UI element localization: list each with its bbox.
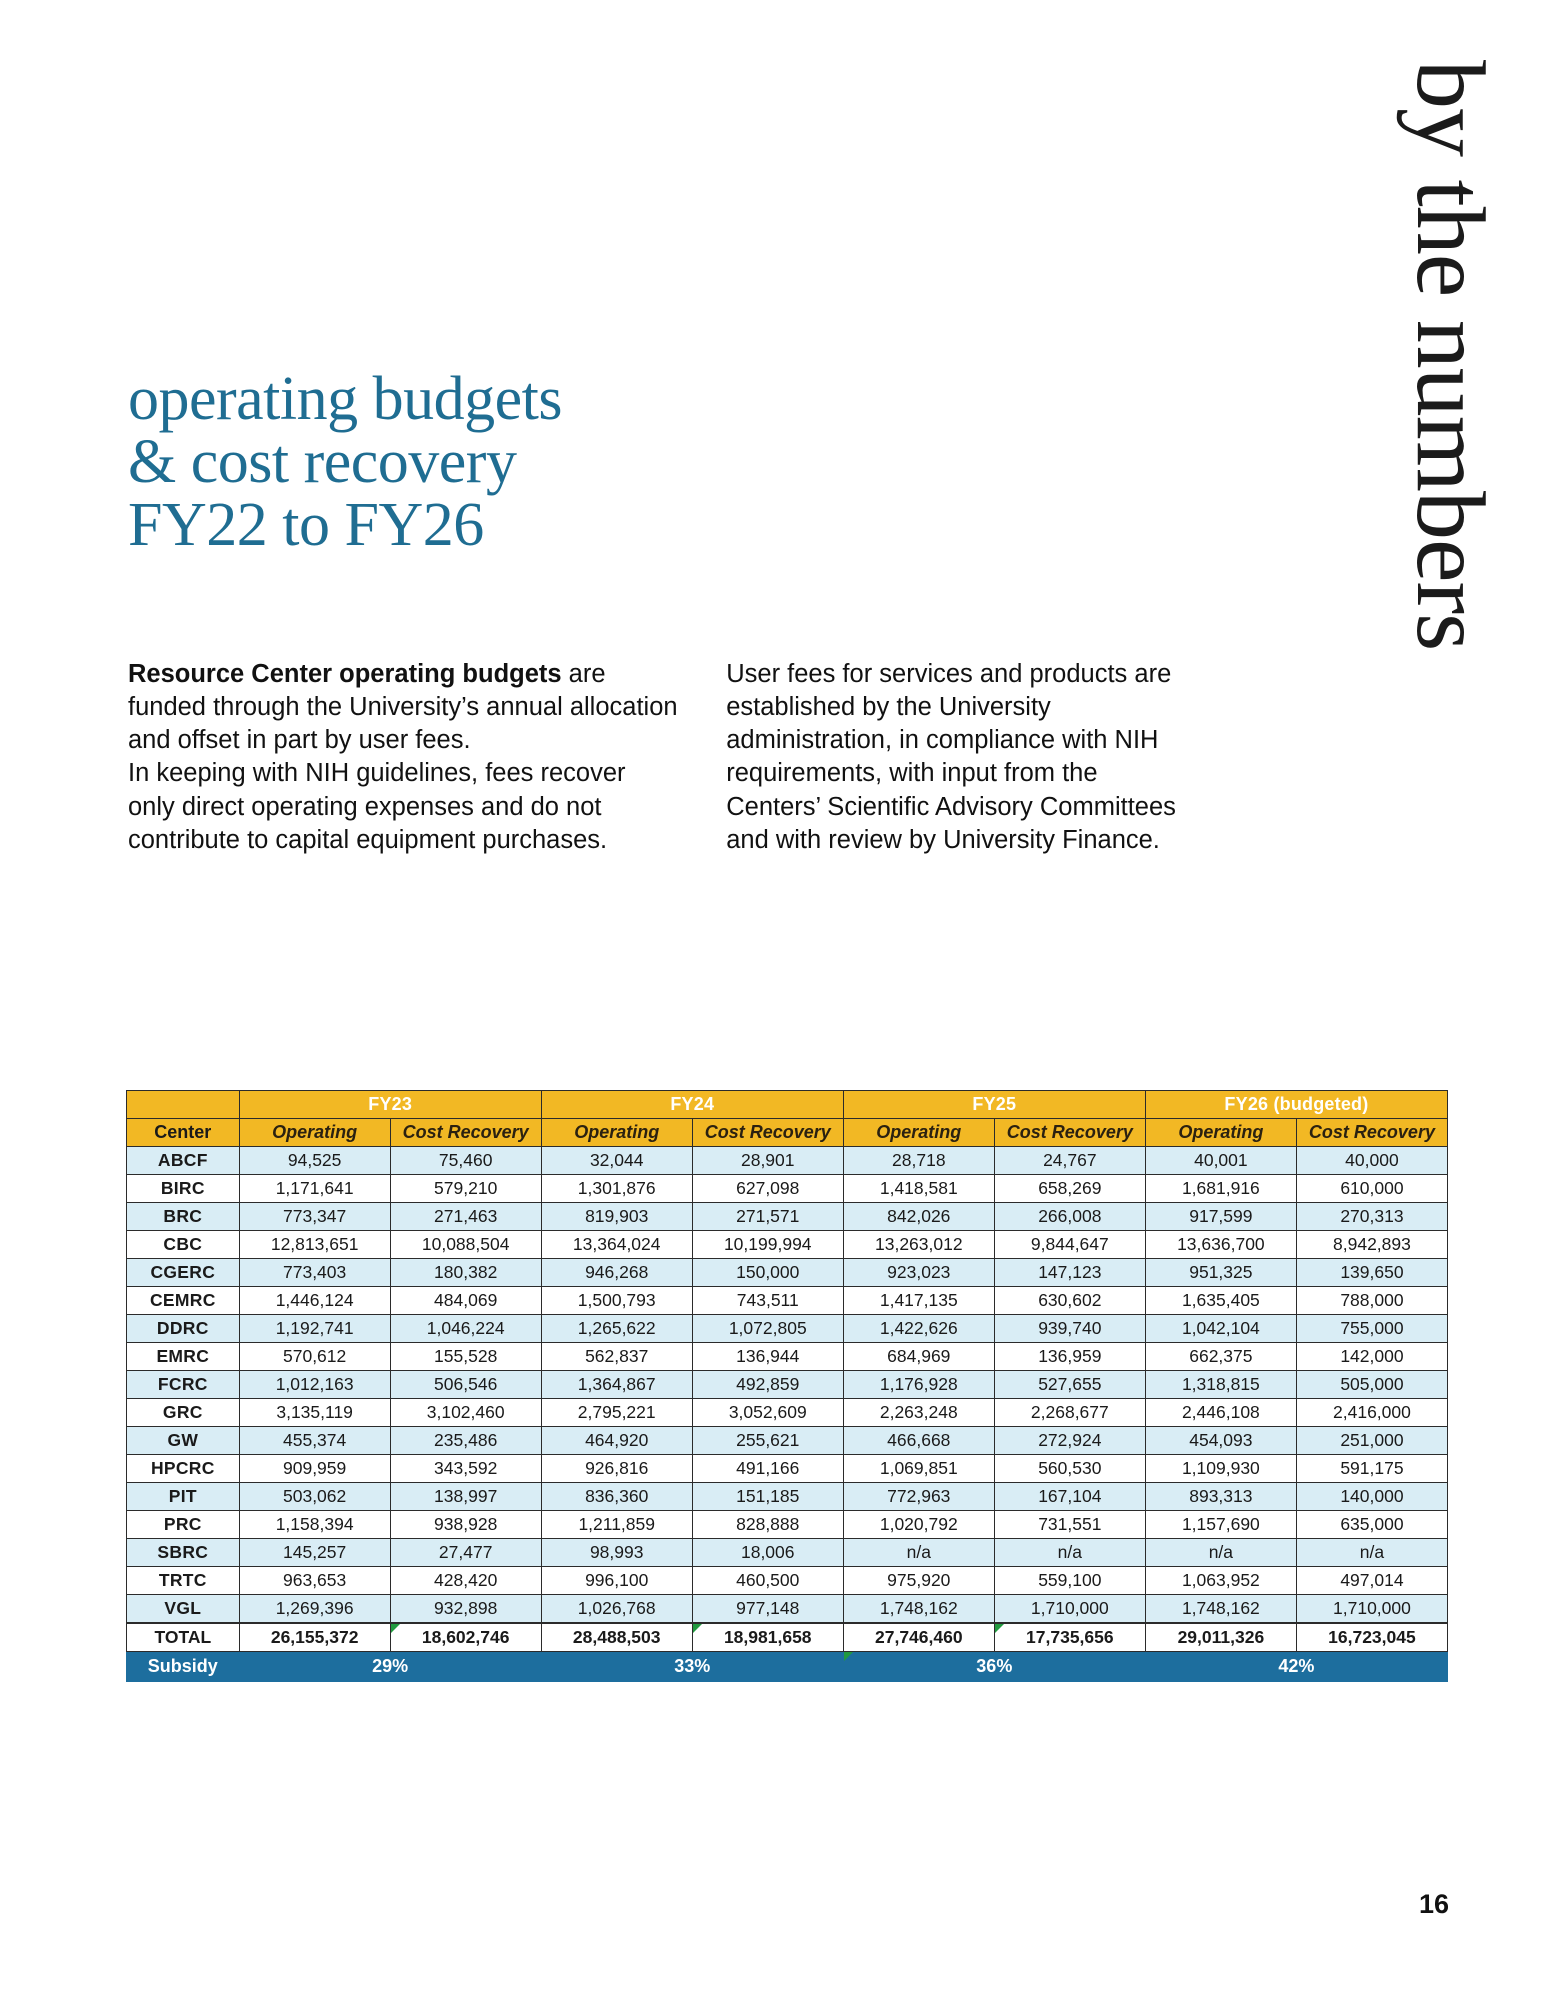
- page-title: [128, 365, 768, 560]
- cell-value: 772,963: [843, 1483, 994, 1511]
- cell-value: 1,364,867: [541, 1371, 692, 1399]
- cell-value: 1,681,916: [1145, 1175, 1296, 1203]
- cell-value: 18,006: [692, 1539, 843, 1567]
- cell-value: 492,859: [692, 1371, 843, 1399]
- table-row: [127, 1595, 1448, 1624]
- body-lead-bold: Resource Center operating budgets: [128, 660, 562, 688]
- cell-total-value: 17,735,656: [994, 1623, 1145, 1652]
- cell-value: 917,599: [1145, 1203, 1296, 1231]
- cell-value: 684,969: [843, 1343, 994, 1371]
- cell-value: 658,269: [994, 1175, 1145, 1203]
- table-subsidy-row: [127, 1652, 1448, 1682]
- cell-center-name: GW: [127, 1427, 240, 1455]
- cell-value: 1,318,815: [1145, 1371, 1296, 1399]
- cell-value: 1,748,162: [843, 1595, 994, 1624]
- cell-total-value: 28,488,503: [541, 1623, 692, 1652]
- body-column-right: [726, 658, 1188, 857]
- column-header-center: Center: [127, 1119, 240, 1147]
- body-text: [128, 658, 1188, 857]
- cell-value: 10,199,994: [692, 1231, 843, 1259]
- cell-value: n/a: [1296, 1539, 1447, 1567]
- cell-value: 180,382: [390, 1259, 541, 1287]
- cell-total-value: 18,981,658: [692, 1623, 843, 1652]
- column-header-fy25-cost-recovery: Cost Recovery: [994, 1119, 1145, 1147]
- table-row: [127, 1343, 1448, 1371]
- cell-value: 497,014: [1296, 1567, 1447, 1595]
- cell-value: 938,928: [390, 1511, 541, 1539]
- cell-value: 527,655: [994, 1371, 1145, 1399]
- cell-value: 977,148: [692, 1595, 843, 1624]
- cell-value: 560,530: [994, 1455, 1145, 1483]
- cell-value: 1,042,104: [1145, 1315, 1296, 1343]
- cell-value: 255,621: [692, 1427, 843, 1455]
- table-row: [127, 1231, 1448, 1259]
- cell-value: 975,920: [843, 1567, 994, 1595]
- table-total-row: [127, 1623, 1448, 1652]
- cell-value: 570,612: [239, 1343, 390, 1371]
- cell-center-name: PRC: [127, 1511, 240, 1539]
- cell-value: 272,924: [994, 1427, 1145, 1455]
- budget-table: [126, 1090, 1448, 1682]
- cell-subsidy-value: 36%: [843, 1652, 1145, 1682]
- cell-value: 28,718: [843, 1147, 994, 1175]
- group-header-blank: [127, 1091, 240, 1119]
- cell-value: 3,052,609: [692, 1399, 843, 1427]
- table-row: [127, 1539, 1448, 1567]
- table-row: [127, 1287, 1448, 1315]
- cell-value: 506,546: [390, 1371, 541, 1399]
- cell-value: 1,265,622: [541, 1315, 692, 1343]
- table-row: [127, 1567, 1448, 1595]
- cell-center-name: EMRC: [127, 1343, 240, 1371]
- cell-subsidy-value: 33%: [541, 1652, 843, 1682]
- table-body: [127, 1147, 1448, 1682]
- cell-center-name: CEMRC: [127, 1287, 240, 1315]
- table-row: [127, 1455, 1448, 1483]
- cell-value: 466,668: [843, 1427, 994, 1455]
- table-row: [127, 1315, 1448, 1343]
- title-line-3: FY22 to FY26: [128, 491, 484, 560]
- cell-value: 460,500: [692, 1567, 843, 1595]
- cell-value: 136,959: [994, 1343, 1145, 1371]
- body-paragraph-3: User fees for services and products are established by the University administration, in compliance with NIH requirements, with input from the Centers’ Scientific Advisory Committees and with review by University Finance.: [726, 660, 1176, 854]
- table-row: [127, 1511, 1448, 1539]
- cell-value: 1,710,000: [994, 1595, 1145, 1624]
- cell-value: 27,477: [390, 1539, 541, 1567]
- cell-value: 1,417,135: [843, 1287, 994, 1315]
- cell-total-value: 16,723,045: [1296, 1623, 1447, 1652]
- cell-value: 842,026: [843, 1203, 994, 1231]
- cell-value: 1,020,792: [843, 1511, 994, 1539]
- table-row: [127, 1147, 1448, 1175]
- cell-value: 926,816: [541, 1455, 692, 1483]
- column-header-fy26-cost-recovery: Cost Recovery: [1296, 1119, 1447, 1147]
- cell-center-name: BRC: [127, 1203, 240, 1231]
- group-header-fy26: FY26 (budgeted): [1145, 1091, 1447, 1119]
- cell-value: 491,166: [692, 1455, 843, 1483]
- cell-value: 630,602: [994, 1287, 1145, 1315]
- cell-value: 828,888: [692, 1511, 843, 1539]
- side-heading-text: by the numbers: [1396, 60, 1504, 651]
- cell-value: 939,740: [994, 1315, 1145, 1343]
- cell-value: 773,347: [239, 1203, 390, 1231]
- body-paragraph-1: [128, 658, 678, 757]
- table-subheader-row: [127, 1119, 1448, 1147]
- cell-value: 140,000: [1296, 1483, 1447, 1511]
- cell-value: 951,325: [1145, 1259, 1296, 1287]
- cell-value: 1,012,163: [239, 1371, 390, 1399]
- cell-value: 428,420: [390, 1567, 541, 1595]
- cell-value: 1,446,124: [239, 1287, 390, 1315]
- cell-value: 1,109,930: [1145, 1455, 1296, 1483]
- cell-center-name: SBRC: [127, 1539, 240, 1567]
- cell-center-name: TRTC: [127, 1567, 240, 1595]
- body-paragraph-2: In keeping with NIH guidelines, fees recover only direct operating expenses and do not contribute to capital equipment purchases.: [128, 759, 626, 854]
- cell-value: 591,175: [1296, 1455, 1447, 1483]
- title-line-1: operating budgets: [128, 365, 563, 433]
- cell-value: 1,158,394: [239, 1511, 390, 1539]
- cell-value: 1,069,851: [843, 1455, 994, 1483]
- cell-center-name: BIRC: [127, 1175, 240, 1203]
- table-row: [127, 1203, 1448, 1231]
- cell-value: 40,001: [1145, 1147, 1296, 1175]
- cell-value: 94,525: [239, 1147, 390, 1175]
- cell-value: 13,364,024: [541, 1231, 692, 1259]
- cell-value: 559,100: [994, 1567, 1145, 1595]
- cell-value: 1,500,793: [541, 1287, 692, 1315]
- cell-value: 251,000: [1296, 1427, 1447, 1455]
- cell-value: 836,360: [541, 1483, 692, 1511]
- cell-value: 145,257: [239, 1539, 390, 1567]
- group-header-fy25: FY25: [843, 1091, 1145, 1119]
- body-column-left: [128, 658, 678, 857]
- cell-value: 98,993: [541, 1539, 692, 1567]
- cell-value: 1,072,805: [692, 1315, 843, 1343]
- cell-value: 1,418,581: [843, 1175, 994, 1203]
- cell-value: 13,636,700: [1145, 1231, 1296, 1259]
- cell-value: 1,269,396: [239, 1595, 390, 1624]
- cell-center-name: CBC: [127, 1231, 240, 1259]
- cell-value: 893,313: [1145, 1483, 1296, 1511]
- cell-value: 155,528: [390, 1343, 541, 1371]
- table-row: [127, 1483, 1448, 1511]
- cell-center-name: DDRC: [127, 1315, 240, 1343]
- group-header-fy24: FY24: [541, 1091, 843, 1119]
- cell-value: 9,844,647: [994, 1231, 1145, 1259]
- cell-center-name: PIT: [127, 1483, 240, 1511]
- cell-value: 13,263,012: [843, 1231, 994, 1259]
- cell-value: n/a: [843, 1539, 994, 1567]
- cell-value: 75,460: [390, 1147, 541, 1175]
- table-row: [127, 1399, 1448, 1427]
- cell-value: n/a: [1145, 1539, 1296, 1567]
- cell-value: 10,088,504: [390, 1231, 541, 1259]
- cell-value: 923,023: [843, 1259, 994, 1287]
- cell-value: 755,000: [1296, 1315, 1447, 1343]
- cell-value: 627,098: [692, 1175, 843, 1203]
- cell-value: 743,511: [692, 1287, 843, 1315]
- cell-value: 24,767: [994, 1147, 1145, 1175]
- cell-value: 1,748,162: [1145, 1595, 1296, 1624]
- cell-value: 28,901: [692, 1147, 843, 1175]
- side-heading: [1385, 60, 1515, 840]
- table-row: [127, 1427, 1448, 1455]
- cell-value: 1,192,741: [239, 1315, 390, 1343]
- cell-value: 505,000: [1296, 1371, 1447, 1399]
- cell-center-name: CGERC: [127, 1259, 240, 1287]
- cell-value: 579,210: [390, 1175, 541, 1203]
- cell-value: 1,422,626: [843, 1315, 994, 1343]
- table-row: [127, 1175, 1448, 1203]
- cell-value: 147,123: [994, 1259, 1145, 1287]
- cell-value: 1,063,952: [1145, 1567, 1296, 1595]
- cell-value: 2,268,677: [994, 1399, 1145, 1427]
- cell-value: 271,571: [692, 1203, 843, 1231]
- cell-value: 909,959: [239, 1455, 390, 1483]
- cell-value: 150,000: [692, 1259, 843, 1287]
- cell-value: 1,635,405: [1145, 1287, 1296, 1315]
- cell-value: 12,813,651: [239, 1231, 390, 1259]
- cell-total-value: 29,011,326: [1145, 1623, 1296, 1652]
- column-header-fy25-operating: Operating: [843, 1119, 994, 1147]
- cell-total-value: 26,155,372: [239, 1623, 390, 1652]
- group-header-fy23: FY23: [239, 1091, 541, 1119]
- column-header-fy24-operating: Operating: [541, 1119, 692, 1147]
- column-header-fy23-cost-recovery: Cost Recovery: [390, 1119, 541, 1147]
- cell-value: 1,211,859: [541, 1511, 692, 1539]
- table-row: [127, 1259, 1448, 1287]
- cell-value: 139,650: [1296, 1259, 1447, 1287]
- cell-center-name: GRC: [127, 1399, 240, 1427]
- cell-value: 1,176,928: [843, 1371, 994, 1399]
- budget-table-container: [126, 1090, 1448, 1682]
- column-header-fy23-operating: Operating: [239, 1119, 390, 1147]
- cell-value: 819,903: [541, 1203, 692, 1231]
- title-line-2: & cost recovery: [128, 428, 517, 497]
- cell-value: 2,446,108: [1145, 1399, 1296, 1427]
- cell-value: 662,375: [1145, 1343, 1296, 1371]
- table-row: [127, 1371, 1448, 1399]
- cell-value: 40,000: [1296, 1147, 1447, 1175]
- cell-value: 2,416,000: [1296, 1399, 1447, 1427]
- cell-value: 270,313: [1296, 1203, 1447, 1231]
- cell-total-value: 27,746,460: [843, 1623, 994, 1652]
- cell-value: 136,944: [692, 1343, 843, 1371]
- cell-value: 503,062: [239, 1483, 390, 1511]
- cell-value: n/a: [994, 1539, 1145, 1567]
- cell-value: 1,301,876: [541, 1175, 692, 1203]
- cell-value: 1,157,690: [1145, 1511, 1296, 1539]
- column-header-fy24-cost-recovery: Cost Recovery: [692, 1119, 843, 1147]
- cell-value: 773,403: [239, 1259, 390, 1287]
- cell-value: 1,026,768: [541, 1595, 692, 1624]
- cell-value: 343,592: [390, 1455, 541, 1483]
- column-header-fy26-operating: Operating: [1145, 1119, 1296, 1147]
- cell-value: 167,104: [994, 1483, 1145, 1511]
- cell-value: 151,185: [692, 1483, 843, 1511]
- cell-value: 484,069: [390, 1287, 541, 1315]
- cell-subsidy-value: 29%: [239, 1652, 541, 1682]
- cell-value: 932,898: [390, 1595, 541, 1624]
- cell-value: 1,710,000: [1296, 1595, 1447, 1624]
- cell-center-name: ABCF: [127, 1147, 240, 1175]
- cell-value: 138,997: [390, 1483, 541, 1511]
- cell-center-name: VGL: [127, 1595, 240, 1624]
- cell-value: 464,920: [541, 1427, 692, 1455]
- cell-value: 3,135,119: [239, 1399, 390, 1427]
- cell-value: 3,102,460: [390, 1399, 541, 1427]
- cell-value: 455,374: [239, 1427, 390, 1455]
- cell-value: 1,171,641: [239, 1175, 390, 1203]
- cell-value: 271,463: [390, 1203, 541, 1231]
- cell-value: 610,000: [1296, 1175, 1447, 1203]
- body-paragraph-1-rest: are funded through the University’s annual allocation and offset in part by user fees.: [128, 660, 678, 755]
- cell-value: 562,837: [541, 1343, 692, 1371]
- cell-value: 1,046,224: [390, 1315, 541, 1343]
- cell-total-value: 18,602,746: [390, 1623, 541, 1652]
- cell-value: 788,000: [1296, 1287, 1447, 1315]
- cell-value: 2,795,221: [541, 1399, 692, 1427]
- cell-value: 235,486: [390, 1427, 541, 1455]
- table-group-header-row: [127, 1091, 1448, 1119]
- cell-value: 946,268: [541, 1259, 692, 1287]
- cell-value: 32,044: [541, 1147, 692, 1175]
- cell-value: 635,000: [1296, 1511, 1447, 1539]
- cell-value: 8,942,893: [1296, 1231, 1447, 1259]
- cell-center-name: HPCRC: [127, 1455, 240, 1483]
- cell-subsidy-label: Subsidy: [127, 1652, 240, 1682]
- cell-value: 454,093: [1145, 1427, 1296, 1455]
- cell-value: 996,100: [541, 1567, 692, 1595]
- cell-total-label: TOTAL: [127, 1623, 240, 1652]
- cell-value: 266,008: [994, 1203, 1145, 1231]
- cell-subsidy-value: 42%: [1145, 1652, 1447, 1682]
- cell-value: 731,551: [994, 1511, 1145, 1539]
- cell-value: 963,653: [239, 1567, 390, 1595]
- table-head: [127, 1091, 1448, 1147]
- cell-center-name: FCRC: [127, 1371, 240, 1399]
- page-number: 16: [1418, 1889, 1449, 1919]
- cell-value: 142,000: [1296, 1343, 1447, 1371]
- cell-value: 2,263,248: [843, 1399, 994, 1427]
